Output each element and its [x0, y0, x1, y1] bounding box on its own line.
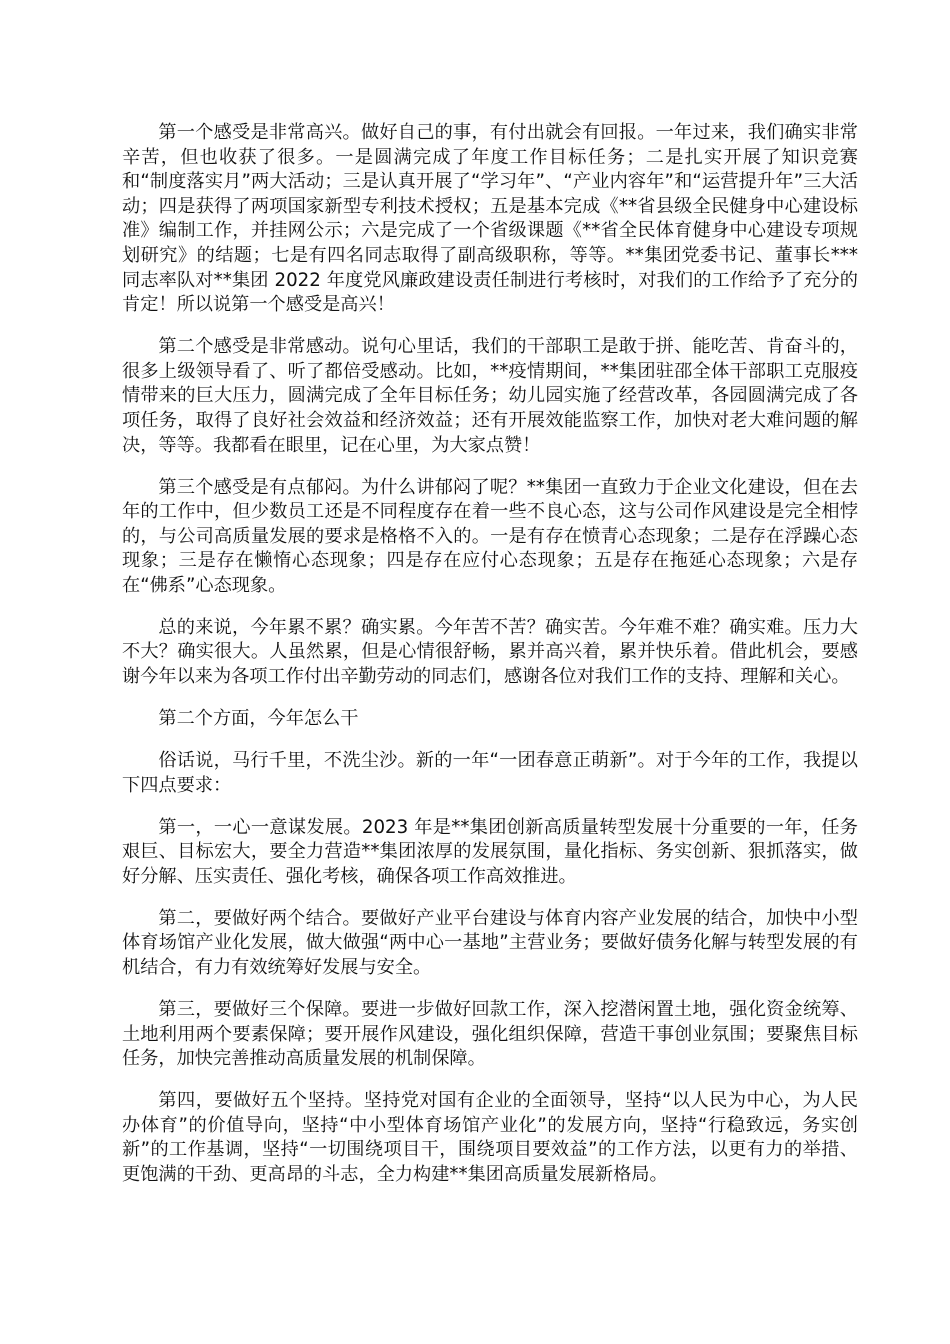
section-heading: 第二个方面，今年怎么干 [158, 708, 359, 730]
paragraph-second-feeling: 第二个感受是非常感动。说句心里话，我们的干部职工是敢于拼、能吃苦、肯奋斗的，很多上级领导看了、听了都倍受感动。比如，**疫情期间，**集团驻邵全体干部职工克服疫情带来的巨大压力，圆满完成了全年目标任务；幼儿园实施了经营改革，各园圆满完成了各项任务，取得了良好社会效益和经济效益；还有开展效能监察工作，加快对老大难问题的解决，等等。我都看在眼里，记在心里，为大家点赞！ [122, 336, 858, 456]
paragraph-summary: 总的来说，今年累不累？确实累。今年苦不苦？确实苦。今年难不难？确实难。压力大不大？确实很大。人虽然累，但是心情很舒畅，累并高兴着，累并快乐着。借此机会，要感谢今年以来为各项工作付出辛勤劳动的同志们，感谢各位对我们工作的支持、理解和关心。 [122, 616, 858, 688]
paragraph-requirement-2: 第二，要做好两个结合。要做好产业平台建设与体育内容产业发展的结合，加快中小型体育场馆产业化发展，做大做强“两中心一基地”主营业务；要做好债务化解与转型发展的有机结合，有力有效统筹好发展与安全。 [122, 907, 858, 978]
paragraph-requirement-3: 第三，要做好三个保障。要进一步做好回款工作，深入挖潜闲置土地，强化资金统筹、土地利用两个要素保障；要开展作风建设，强化组织保障，营造干事创业氛围；要聚焦目标任务，加快完善推动高质量发展的机制保障。 [122, 998, 858, 1070]
paragraph-first-feeling: 第一个感受是非常高兴。做好自己的事，有付出就会有回报。一年过来，我们确实非常辛苦，但也收获了很多。一是圆满完成了年度工作目标任务；二是扎实开展了知识竞赛和“制度落实月”两大活动；三是认真开展了“学习年”、“产业内容年”和“运营提升年”三大活动；四是获得了两项国家新型专利技术授权；五是基本完成《**省县级全民健身中心建设标准》编制工作，并挂网公示；六是完成了一个省级课题《**省全民体育健身中心建设专项规划研究》的结题；七是有四名同志取得了副高级职称，等等。**集团党委书记、董事长***同志率队对**集团 2022 年度党风廉政建设责任制进行考核时，对我们的工作给予了充分的肯定！所以说第一个感受是高兴！ [122, 122, 858, 316]
document-page [122, 121, 858, 1205]
paragraph-intro-requirements: 俗话说，马行千里，不洗尘沙。新的一年“一团春意正萌新”。对于今年的工作，我提以下四点要求： [122, 750, 858, 796]
paragraph-requirement-4: 第四，要做好五个坚持。坚持党对国有企业的全面领导，坚持“以人民为中心，为人民办体育”的价值导向，坚持“中小型体育场馆产业化”的发展方向，坚持“行稳致远，务实创新”的工作基调，坚持“一切围绕项目干，围绕项目要效益”的工作方法，以更有力的举措、更饱满的干劲、更高昂的斗志，全力构建**集团高质量发展新格局。 [122, 1090, 858, 1185]
paragraph-requirement-1: 第一，一心一意谋发展。2023 年是**集团创新高质量转型发展十分重要的一年，任务艰巨、目标宏大，要全力营造**集团浓厚的发展氛围，量化指标、务实创新、狠抓落实，做好分解、压实责任、强化考核，确保各项工作高效推进。 [122, 816, 858, 887]
paragraph-third-feeling: 第三个感受是有点郁闷。为什么讲郁闷了呢？**集团一直致力于企业文化建设，但在去年的工作中，但少数员工还是不同程度存在着一些不良心态，这与公司作风建设是完全相悖的，与公司高质量发展的要求是格格不入的。一是有存在愤青心态现象；二是存在浮躁心态现象；三是存在懒惰心态现象；四是存在应付心态现象；五是存在拖延心态现象；六是存在“佛系”心态现象。 [122, 476, 858, 596]
